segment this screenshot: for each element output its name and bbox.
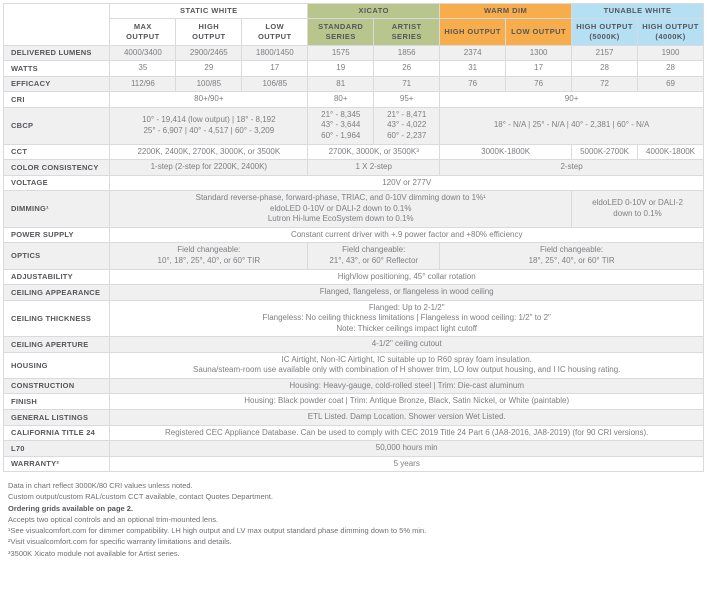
spec-cell [506,61,572,77]
spec-cell [242,61,308,77]
cell-line: 21° - 8,471 [387,109,427,119]
spec-cell [308,45,374,61]
cell-line: 10° - 19,414 (low output) | 18° - 8,192 [142,115,276,125]
cell-line: 35 [138,63,148,73]
table-row [4,378,704,394]
spec-cell [308,144,440,160]
row-label: OPTICS [4,243,110,269]
cell-line: 43° - 3,644 [321,120,361,130]
corner-cell [4,4,110,46]
column-header-warmdim-low-output [506,18,572,45]
table-row [4,227,704,243]
column-header-line: OUTPUT [258,31,292,41]
cell-line: 120V or 277V [382,177,432,187]
table-row [4,45,704,61]
column-header-line: ARTIST [391,22,422,31]
spec-cell [110,285,704,301]
spec-cell [110,456,704,472]
cell-line: 1856 [397,47,416,57]
column-header-line: LOW OUTPUT [511,26,567,36]
cell-line: 90+ [564,94,579,104]
group-header-warm-dim: WARM DIM [440,4,572,19]
spec-cell [110,394,704,410]
cell-line: 18° - N/A | 25° - N/A | 40° - 2,381 | 60° - N/A [493,120,650,130]
cell-line: Field changeable: [342,245,406,255]
footnote-line: Accepts two optical controls and an optional trim-mounted lens. [8,514,219,524]
cell-line: 31 [468,63,478,73]
cell-line: 2157 [595,47,614,57]
cell-line: Lutron Hi-lume EcoSystem down to 0.1% [267,214,414,224]
spec-cell [506,45,572,61]
spec-cell [572,191,704,228]
spec-cell [638,45,704,61]
cell-line: 29 [204,63,214,73]
cell-line: 60° - 1,964 [321,131,361,141]
cell-line: eldoLED 0-10V or DALI-2 [592,198,683,208]
group-header-static-white: STATIC WHITE [110,4,308,19]
cell-line: 3000K-1800K [481,146,531,156]
cell-line: Field changeable: [540,245,604,255]
column-header-line: HIGH OUTPUT [642,22,699,31]
table-row [4,425,704,441]
column-header-line: OUTPUT [192,31,226,41]
row-label: COLOR CONSISTENCY [4,160,110,176]
spec-cell [374,92,440,108]
spec-table [3,3,704,472]
column-header-high-output [176,18,242,45]
row-label: DELIVERED LUMENS [4,45,110,61]
spec-cell [440,76,506,92]
column-header-line: HIGH OUTPUT [444,26,501,36]
column-header-line: MAX [133,22,152,31]
cell-line: Constant current driver with +.9 power factor and +80% efficiency [290,229,523,239]
cell-line: 76 [468,78,478,88]
column-header-low-output [242,18,308,45]
cell-line: 4000K-1800K [646,146,695,156]
row-label: DIMMING¹ [4,191,110,228]
footnotes [8,480,704,559]
table-row [4,243,704,269]
cell-line: 5000K-2700K [580,146,630,156]
column-header-line: SERIES [391,31,422,41]
spec-cell [110,337,704,353]
row-label: WARRANTY² [4,456,110,472]
footnote-line: ³3500K Xicato module not available for Artist series. [8,548,180,558]
footnote-line: ²Visit visualcomfort.com for specific warranty limitations and details. [8,537,232,547]
cell-line: IC Airtight, Non-IC Airtight, IC suitable up to R60 spray foam insulation. [281,354,532,364]
spec-cell [440,144,572,160]
cell-line: 2700K, 3000K, or 3500K³ [328,146,419,156]
cell-line: 4-1/2" ceiling cutout [371,339,442,349]
spec-cell [572,76,638,92]
cell-line: 76 [534,78,544,88]
cell-line: Housing: Heavy-gauge, cold-rolled steel | Trim: Die-cast aluminum [289,380,525,390]
cell-line: 1300 [529,47,548,57]
footnote-line: Data in chart reflect 3000K/80 CRI values unless noted. [8,481,193,491]
cell-line: 50,000 hours min [375,443,438,453]
cell-line: 1575 [331,47,350,57]
row-label: FINISH [4,394,110,410]
cell-line: 1900 [661,47,680,57]
column-header-line: HIGH OUTPUT [576,22,633,31]
cell-line: 4000/3400 [123,47,162,57]
cell-line: 71 [402,78,412,88]
cell-line: 81 [336,78,346,88]
cell-line: eldoLED 0-10V or DALI-2 down to 0.1% [270,203,412,213]
table-row [4,352,704,378]
table-row [4,144,704,160]
column-header-standard-series [308,18,374,45]
row-label: GENERAL LISTINGS [4,409,110,425]
cell-line: 17 [534,63,544,73]
spec-cell [374,107,440,144]
spec-cell [110,175,704,191]
table-row [4,337,704,353]
cell-line: 72 [600,78,609,88]
spec-cell [110,425,704,441]
row-label: CEILING APPEARANCE [4,285,110,301]
cell-line: 112/96 [130,78,155,88]
cell-line: High/low positioning, 45° collar rotation [337,271,476,281]
row-label: CRI [4,92,110,108]
spec-cell [572,144,638,160]
table-row [4,107,704,144]
spec-cell [242,76,308,92]
cell-line: 17 [270,63,280,73]
group-header-row [4,4,704,19]
table-row [4,409,704,425]
cell-line: Field changeable: [177,245,241,255]
cell-line: 80+/90+ [194,94,224,104]
footnote-line: Ordering grids available on page 2. [8,503,134,513]
spec-cell [638,61,704,77]
row-label: CEILING THICKNESS [4,300,110,337]
spec-cell [308,160,440,176]
spec-cell [308,92,374,108]
row-label: CBCP [4,107,110,144]
cell-line: 21° - 8,345 [321,109,361,119]
spec-cell [308,243,440,269]
cell-line: Standard reverse-phase, forward-phase, TRIAC, and 0-10V dimming down to 1%¹ [195,193,486,203]
spec-cell [176,61,242,77]
cell-line: ETL Listed. Damp Location. Shower version Wet Listed. [307,411,506,421]
row-label: HOUSING [4,352,110,378]
table-row [4,300,704,337]
spec-cell [110,269,704,285]
spec-cell [308,76,374,92]
spec-cell [110,191,572,228]
cell-line: 69 [666,78,675,88]
spec-cell [506,76,572,92]
spec-cell [110,352,704,378]
cell-line: 28 [666,63,675,73]
group-header-tunable-white: TUNABLE WHITE [572,4,704,19]
spec-cell [572,45,638,61]
spec-cell [110,160,308,176]
table-row [4,160,704,176]
cell-line: 2-step [560,162,583,172]
column-header-line: LOW [265,22,285,31]
row-label: CEILING APERTURE [4,337,110,353]
row-label: CCT [4,144,110,160]
spec-cell [572,61,638,77]
spec-cell [110,441,704,457]
column-header-high-output-5000k [572,18,638,45]
spec-cell [440,92,704,108]
cell-line: down to 0.1% [613,209,662,219]
spec-cell [110,76,176,92]
spec-cell [110,378,704,394]
column-header-line: STANDARD [318,22,364,31]
cell-line: 25° - 6,907 | 40° - 4,517 | 60° - 3,209 [143,125,275,135]
table-row [4,92,704,108]
cell-line: Sauna/steam-room use available only with combination of H shower trim, LO low output housing, and I IC housing rating. [193,365,621,375]
column-header-line: SERIES [325,31,356,41]
cell-line: 5 years [393,458,420,468]
table-row [4,285,704,301]
spec-cell [374,76,440,92]
footnote-line: Custom output/custom RAL/custom CCT available, contact Quotes Department. [8,492,273,502]
cell-line: 2374 [463,47,482,57]
spec-cell [176,76,242,92]
cell-line: 1-step (2-step for 2200K, 2400K) [150,162,268,172]
column-header-max-output [110,18,176,45]
cell-line: 1800/1450 [255,47,294,57]
spec-cell [176,45,242,61]
group-header-xicato: XICATO [308,4,440,19]
table-row [4,76,704,92]
spec-cell [110,227,704,243]
spec-cell [440,107,704,144]
cell-line: 100/85 [196,78,222,88]
cell-line: 21°, 43°, or 60° Reflector [329,255,419,265]
column-header-artist-series [374,18,440,45]
spec-cell [110,243,308,269]
spec-cell [308,107,374,144]
spec-cell [440,45,506,61]
cell-line: 19 [336,63,346,73]
spec-cell [110,45,176,61]
column-header-line: OUTPUT [126,31,160,41]
spec-cell [440,61,506,77]
table-row [4,394,704,410]
table-row [4,269,704,285]
cell-line: 106/85 [262,78,288,88]
spec-cell [110,144,308,160]
table-row [4,441,704,457]
cell-line: Registered CEC Appliance Database. Can be used to comply with CEC 2019 Title 24 Part 6 (JA8-2016, JA8-2019) (for 90 CRI versions). [165,427,649,437]
footnote-line: ¹See visualcomfort.com for dimmer compatibility. LH high output and LV max output standard phase dimming down to 5% min. [8,526,427,536]
spec-cell [308,61,374,77]
cell-line: 95+ [399,94,414,104]
column-header-high-output-4000k [638,18,704,45]
cell-line: 2900/2465 [189,47,228,57]
row-label: EFFICACY [4,76,110,92]
column-header-line: HIGH [198,22,220,31]
cell-line: 26 [402,63,412,73]
cell-line: Flanged: Up to 2-1/2" [368,302,445,312]
cell-line: 80+ [333,94,348,104]
spec-cell [440,243,704,269]
cell-line: 2200K, 2400K, 2700K, 3000K, or 3500K [137,146,281,156]
spec-cell [638,76,704,92]
table-row [4,456,704,472]
spec-cell [242,45,308,61]
spec-cell [374,45,440,61]
row-label: VOLTAGE [4,175,110,191]
row-label: POWER SUPPLY [4,227,110,243]
table-row [4,61,704,77]
cell-line: 28 [600,63,609,73]
cell-line: Note: Thicker ceilings impact light cutoff [336,323,478,333]
cell-line: Housing: Black powder coat | Trim: Antique Bronze, Black, Satin Nickel, or White (paintable) [244,396,570,406]
cell-line: 43° - 4,022 [387,120,427,130]
spec-cell [110,92,308,108]
row-label: WATTS [4,61,110,77]
row-label: CALIFORNIA TITLE 24 [4,425,110,441]
row-label: CONSTRUCTION [4,378,110,394]
spec-cell [110,107,308,144]
spec-cell [110,61,176,77]
spec-cell [110,409,704,425]
cell-line: Flangeless: No ceiling thickness limitations | Flangeless in wood ceiling: 1/2" to 2" [262,313,551,323]
column-header-line: (5000K) [589,31,620,41]
spec-cell [110,300,704,337]
cell-line: 18°, 25°, 40°, or 60° TIR [528,255,615,265]
spec-cell [638,144,704,160]
cell-line: 1 X 2-step [355,162,392,172]
column-header-warmdim-high-output [440,18,506,45]
spec-cell [440,160,704,176]
cell-line: 60° - 2,237 [387,131,427,141]
row-label: L70 [4,441,110,457]
column-header-line: (4000K) [655,31,686,41]
spec-cell [374,61,440,77]
table-row [4,191,704,228]
table-row [4,175,704,191]
cell-line: Flanged, flangeless, or flangeless in wood ceiling [319,287,494,297]
cell-line: 10°, 18°, 25°, 40°, or 60° TIR [157,255,261,265]
row-label: ADJUSTABILITY [4,269,110,285]
